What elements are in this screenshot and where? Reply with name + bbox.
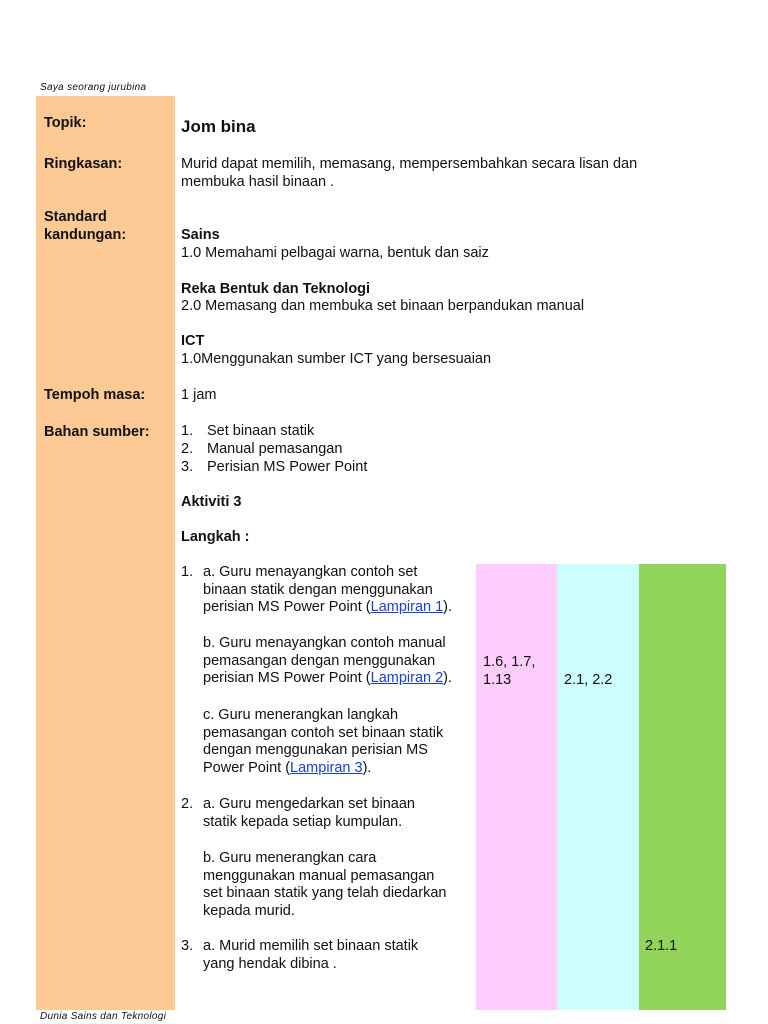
step-3a-line2: yang hendak dibina . [203, 955, 337, 972]
step-1c-line1: c. Guru menerangkan langkah [203, 707, 399, 723]
label-tempoh: Tempoh masa: [44, 387, 146, 403]
step-1a-close: ). [443, 599, 453, 616]
step-1b-line1: b. Guru menayangkan contoh manual [203, 635, 446, 651]
lampiran-2-link[interactable]: Lampiran 2 [370, 670, 444, 687]
label-standard [44, 208, 126, 244]
list-item [181, 440, 367, 458]
step-3a-line1: a. Murid memilih set binaan statik [203, 938, 419, 954]
footer-note: Dunia Sains dan Teknologi [40, 1011, 167, 1022]
label-bahan: Bahan sumber: [44, 424, 150, 440]
step-2b-line2: menggunakan manual pemasangan [203, 867, 435, 884]
step-1a-text: perisian MS Power Point ( [203, 599, 371, 616]
step-1a-line2: binaan statik dengan menggunakan [203, 581, 433, 598]
step-1 [181, 564, 471, 617]
step-2a-line2: statik kepada setiap kumpulan. [203, 813, 403, 830]
sains-text: 1.0 Memahami pelbagai warna, bentuk dan saiz [181, 245, 489, 261]
rbt-heading: Reka Bentuk dan Teknologi [181, 281, 371, 297]
list-item-text: Set binaan statik [207, 423, 315, 439]
langkah-heading: Langkah : [181, 529, 250, 545]
step-1c-line3: dengan menggunakan perisian MS [203, 742, 428, 759]
topic-title: Jom bina [181, 117, 256, 136]
step-1c [181, 707, 471, 777]
list-item-text: Manual pemasangan [207, 441, 343, 457]
list-item-text: Perisian MS Power Point [207, 459, 368, 475]
step-3 [181, 938, 471, 973]
sains-heading: Sains [181, 227, 220, 243]
step-2b-line1: b. Guru menerangkan cara [203, 850, 377, 866]
step-1-number: 1. [181, 564, 194, 580]
cyan-column [557, 564, 639, 1010]
step-1b-close: ). [443, 670, 453, 687]
step-2b [181, 850, 471, 920]
step-2b-line4: kepada murid. [203, 902, 295, 919]
tempoh-text: 1 jam [181, 387, 217, 403]
step-1a-line3 [203, 599, 471, 617]
list-item-number: 1. [181, 423, 194, 439]
ringkasan-line2: membuka hasil binaan . [181, 174, 335, 190]
ringkasan-line1: Murid dapat memilih, memasang, mempersembahkan secara lisan dan [181, 156, 638, 172]
step-1b [181, 635, 471, 688]
pink-cell-line2: 1.13 [483, 671, 512, 688]
label-standard-line1: Standard [44, 209, 107, 225]
step-2 [181, 796, 471, 831]
aktiviti-heading: Aktiviti 3 [181, 494, 242, 510]
label-topik: Topik: [44, 115, 87, 131]
label-ringkasan: Ringkasan: [44, 156, 123, 172]
ict-heading: ICT [181, 333, 205, 349]
step-1b-text: perisian MS Power Point ( [203, 670, 371, 687]
step-1c-line2: pemasangan contoh set binaan statik [203, 724, 444, 741]
step-3-number: 3. [181, 938, 194, 954]
pink-cell-line1: 1.6, 1.7, [483, 654, 536, 670]
step-1c-close: ). [362, 759, 372, 776]
list-item-number: 2. [181, 441, 194, 457]
ringkasan-text [181, 155, 637, 191]
step-1a [203, 564, 471, 617]
bahan-list [181, 422, 367, 476]
step-2b-line3: set binaan statik yang telah diedarkan [203, 885, 447, 902]
step-2-number: 2. [181, 796, 194, 812]
step-1c-text: Power Point ( [203, 759, 291, 776]
list-item [181, 458, 367, 476]
green-cell: 2.1.1 [645, 938, 678, 954]
step-2a-line1: a. Guru mengedarkan set binaan [203, 796, 415, 812]
rbt-text: 2.0 Memasang dan membuka set binaan berpandukan manual [181, 298, 585, 314]
lampiran-1-link[interactable]: Lampiran 1 [370, 599, 444, 616]
pink-cell [483, 654, 535, 689]
ict-text: 1.0Menggunakan sumber ICT yang bersesuaian [181, 351, 492, 367]
step-1b-line2: pemasangan dengan menggunakan [203, 652, 436, 669]
step-1c-line4 [203, 760, 471, 778]
list-item [181, 422, 367, 440]
step-3a [203, 938, 471, 973]
lampiran-3-link[interactable]: Lampiran 3 [290, 759, 363, 776]
list-item-number: 3. [181, 459, 194, 475]
step-1b-line3 [203, 670, 471, 688]
header-note: Saya seorang jurubina [40, 82, 147, 93]
step-1a-line1: a. Guru menayangkan contoh set [203, 564, 418, 580]
label-standard-line2: kandungan: [44, 227, 127, 243]
step-2a [203, 796, 471, 831]
pink-column [476, 564, 557, 1010]
cyan-cell: 2.1, 2.2 [564, 672, 613, 688]
